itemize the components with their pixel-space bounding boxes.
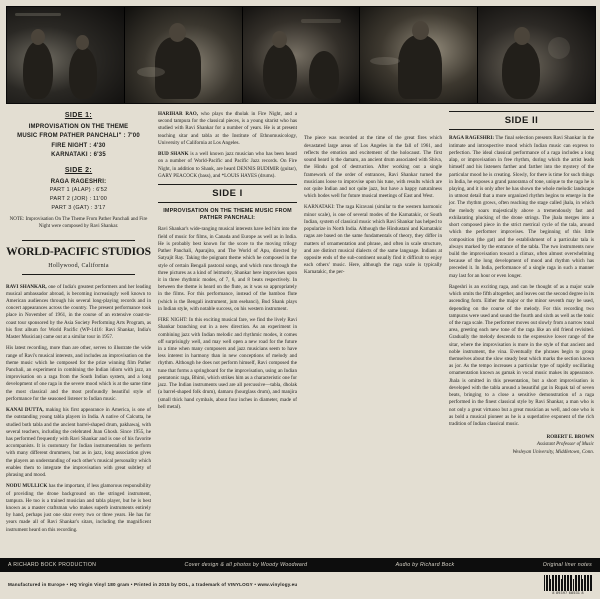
side-2-part-3: PART 3 (GAT) : 3'17: [51, 205, 106, 212]
bio-paragraph: [6, 483, 151, 534]
side-1-subheading: IMPROVISATION ON THE THEME MUSIC FROM PATHER PANCHALI:: [163, 208, 292, 222]
bio-text: making his first appearance in America, is one of the outstanding young tabla players in India. A native of Calcutta, he studied both tabla and the ancient barrel-shaped drum, pakhawaj, with several teachers, including the celebrated Jnan Ghosh. Since 1955, he has performed frequently with Ravi Shankar and is one of his favorite accompanists. It is customary for Indian instrumentalists to perform with many different drummers, but as in jazz, long association gives the players an understanding of each other's musical personality which enables them to integrate the improvisation with great subtlety of phrasing and mood.: [6, 407, 151, 479]
side-1-heading: SIDE I: [158, 184, 297, 203]
bar: [578, 575, 580, 591]
bio-name-ravi-shankar: RAVI SHANKAR,: [6, 283, 47, 290]
side-1-track-2: FIRE NIGHT : 4'30: [51, 142, 106, 149]
footer: [0, 558, 600, 599]
signature-affiliation: Wesleyan University, Middletown, Conn.: [512, 449, 594, 455]
bar: [558, 575, 560, 591]
side-1-track-3: KARNATAKI : 6'35: [51, 152, 106, 159]
column-side-2: [449, 111, 594, 538]
photo-3: [243, 7, 361, 103]
bio-name-bud-shank: BUD SHANK: [158, 151, 189, 158]
liner-notes: [6, 111, 594, 538]
bar: [590, 575, 592, 591]
manufacturing-bar: [0, 572, 600, 599]
bio-name-kanai-dutta: KANAI DUTTA,: [6, 407, 44, 414]
signature-name: ROBERT E. BROWN: [546, 435, 594, 441]
column-bios-continued: [158, 111, 304, 538]
bio-paragraph: [158, 151, 297, 180]
side-2-part-1: PART 1 (ALAP) : 6'52: [49, 187, 108, 194]
bio-paragraph: [6, 407, 151, 479]
figure-body: [69, 47, 97, 99]
side-2-paragraph: Rageshri is an exciting raga, and can be thought of as a major scale which omits the fifth altogether, and leaves out the second degree in its ascending form. Either the major or the minor seventh may be used, depending on the course of the melody. For this recording two tampuras were used and sound the fourth and sixth as well as the tonic of the raga scale. The performer moves out slowly from a narrow tonal area, greeting each new tone of the raga like an old friend revisited. Gradually the melody descends to the expressive lower range of the sitar, where the improvisation is more in the style of that ancient and noble instrument, the vina. Eventually the phrases begin to group themselves about the slow steady beat which marks the section known as jor. As the tempo increases a particular type of rapidly oscillating ornamentation known as gamak in vocal music makes its appearance. Jhala is omitted in this presentation, but a short improvisation is developed with the tabla around a beautiful gat in Rupak tal of seven beats, bringing to a close a sensitive demonstration of a raga performed in the finest classical style by Ravi Shankar, a man who is not only a great virtuoso but a great musician as well, and one who is as bold a musical pioneer as he is a superlative exponent of the rich tradition of Indian classical music.: [449, 283, 594, 428]
tracklist: [6, 111, 151, 231]
side-1-track-1-cont: MUSIC FROM PATHER PANCHALI" : 7'00: [17, 133, 140, 140]
bio-text: who plays the dholak in Fire Night, and a second tampura for the classical pieces, is a young sitarist who has studied with Ravi Shankar for a number of years. He is at present teaching sitar and tabla at the Institute of Ethnomusicology, University of California at Los Angeles.: [158, 111, 297, 146]
logo-rule-top: [22, 240, 135, 241]
photo-4: [360, 7, 478, 103]
cover-design-credit: Cover design & all photos by Woody Woodward: [184, 561, 308, 568]
photo-strip: [6, 6, 596, 104]
photo-1: [7, 7, 125, 103]
bio-paragraph: His latest recording, more than are other, serves to illustrate the wide range of Ravi's musical interests, and includes an improvisation on the theme music which he composed for the prize winning film Pather Panchali, an experiment in combining the Indian idiom with jazz, an improvisation on a raga from the South Indian system, and a long development of one raga in the severe mood which is at the same time the most classical and the most profoundly beautiful style of performance for the seasoned listener to Indian music.: [6, 345, 151, 402]
figure-head: [272, 31, 287, 48]
audio-credit: Audio by Richard Bock: [395, 561, 455, 568]
bio-text: one of India's greatest performers and her leading musical ambassador abroad, is becoming increasingly well known to American audiences through his several long-playing records and in concert appearances across the country. The present performance took place in November of 1961, in the course of an extensive coast-to-coast tour sponsored by the Asia Society Performing Arts Program, as his first album for World Pacific (WP-1416: Ravi Shankar, India's Master Musician) came out at a similar tour in 1957.: [6, 283, 151, 341]
figure-head: [76, 35, 89, 50]
side-1-paragraph: KARNATAKI: The raga Kiravani (similar to the western harmonic minor scale), is one of several modes of the Karnatakic, or South Indian, system of classical music which Ravi Shankar has helped to popularize in North India. Although the Hindustani and Karnatakic ragas are based on the same fundamentals of theory, they differ in matters of ornamentation and phrase, and often in scale structure, and are distinct musical dialects of the same language. Indians at opposite ends of the sub-continent usually find it difficult to enjoy each others' music. Here, although the raga scale is typically Karnatakic, the per-: [304, 204, 442, 276]
bar: [546, 575, 548, 591]
figure-body: [309, 51, 339, 99]
side-1-track-1: IMPROVISATION ON THE THEME: [28, 123, 129, 130]
bar: [570, 575, 572, 591]
figure-body: [502, 41, 540, 99]
highlight: [15, 13, 61, 16]
bio-text: has the important, if less glamorous responsibility of providing the drone background on the stringed instrument, tampura. He too is a trained musician and tabla player, but he is best known as a master craftsman who makes superb instruments entirely by hand, perhaps just one sitar every two or three years. He has for years made all of Ravi Shankar's sitars, including the magnificent instrument heard on this recording.: [6, 483, 151, 533]
bio-name-nodu-mullick: NODU MULLICK: [6, 483, 48, 490]
side-2-part-2: PART 2 (JOR) : 11'00: [49, 196, 108, 203]
side-2-text: The final selection presents Ravi Shankar in the intimate and introspective mood which Indian music can express to perfection. The ideal classical performance of a raga includes a long alap, or improvisation in free rhythm, during which the artist leads himself and his listeners farther and farther into the mystery of the particular mood he is creating. Slowly, for there is time for such things in India, he exposes a grand panorama of tone, unique to the raga he is playing, and it is only after he has shown the whole melodic landscape in utmost detail that a more organized rhythm begins to emerge in the jor. The rhythm grows, often reaching the stage called jhala, in which the melody soars majestically above a tremendously fast and exhilarating plucking of the drone strings. The jhala merges into a short composed piece in the strict metrical cycle of the tala, around which the performer improvises. The beginning of this little composition (the gat) and the establishment of a particular tala is always marked by the entrance of the tabla. The two instruments now build the improvisation toward a climax, often almost overwhelming because of the long development of mood and rhythm which has preceded it. In India, performance of a single raga in such a manner may last for an hour or even longer.: [449, 135, 595, 279]
figure-body: [398, 35, 442, 99]
bio-text: is a well known jazz musician who has been heard on a number of World-Pacific and Pacific Jazz records. On Fire Night, in addition to Shank, are heard DENNIS BUDIMIR (guitar), GARY PEACOCK (bass), and *LOUIS HAYES (drums).: [158, 151, 297, 179]
side-2-label: SIDE 2:: [64, 167, 93, 174]
bar: [552, 575, 554, 591]
figure-head: [31, 29, 45, 45]
barcode-bars: [544, 575, 592, 591]
label-logo: [6, 240, 151, 275]
photo-2: [125, 7, 243, 103]
bio-paragraph: [6, 284, 151, 342]
bar: [584, 575, 586, 591]
side-1-paragraph: FIRE NIGHT: In this exciting musical fare, we find the lively Ravi Shankar branching out in a new direction. As an experiment in combining jazz with Indian melodic and rhythmic modes, it comes off surprisingly well, and may well open a new road for the future in a time when many composers and jazz musicians seem to have less interest in harmony than in new conceptions of melody and rhythm. Although he does not perform himself, Ravi composed the tune that forms a springboard for the improvisation, using an Indian pentatonic raga, Bhimi, which strikes him as a characteristic one for jazz. The Indian instruments used are all percussive—tabla, dholak (a barrel-shaped folk drum), damaru (hourglass drum), and manjira (small thick hand cymbals, about four inches in diameter, made of bell metal).: [158, 317, 297, 410]
figure-body: [263, 43, 297, 99]
credits-bar: [0, 558, 600, 572]
manufacturing-text: Manufactured in Europe • HQ Virgin Vinyl 180 gram • Printed in 2015 by DOL, a trademark of VINYLOGY • www.vinylogy.eu: [8, 582, 298, 588]
bio-paragraph: [158, 111, 297, 147]
side-1-paragraph: Ravi Shankar's wide-ranging musical interests have led him into the field of music for films, in Canada and Europe as well as in India. He is probably best known for the score to the moving trilogy Pather Panchali, Aparajito, and The World of Apu, directed by Satyajit Ray. Taking the poignant theme which he composed in the style of certain Bengali pastoral songs, and which runs through the three pictures as a kind of leitmotiv, Shankar here improvises upon it in three rhythmic modes, of 7, 6, and 8 beats respectively. In between the theme is heard on the flute, as it was so appropriately in the films. For this performance, instead of the bamboo flute (which is the Bengali instrument, jum esebanci), Bud Shank plays in Indian style, with notable success, on his western instrument.: [158, 226, 297, 312]
photo-5: [478, 7, 595, 103]
signature-title: Assistant Professor of Music: [536, 442, 594, 448]
column-side-1: [304, 111, 449, 538]
side-2-paragraph: [449, 135, 594, 279]
column-left: [6, 111, 158, 538]
side-2-subheading: RAGA RAGESHRI:: [449, 135, 495, 142]
signature: [449, 434, 594, 456]
figure-head: [169, 23, 186, 42]
production-credit: A RICHARD BOCK PRODUCTION: [8, 561, 97, 568]
label-name: WORLD-PACIFIC STUDIOS: [6, 245, 151, 258]
label-location: Hollywood, California: [48, 263, 109, 270]
barcode: [544, 575, 592, 596]
liner-notes-credit: Original liner notes: [542, 561, 592, 568]
barcode-number: 8 89397 68531 8: [552, 591, 584, 595]
figure-body: [23, 41, 53, 99]
side-2-track-title: RAGA RAGESHRI:: [50, 178, 107, 185]
side-1-label: SIDE 1:: [64, 112, 93, 119]
side-1-paragraph: The piece was recorded at the time of the great fires which devastated large areas of Los Angeles in the fall of 1961, and reflects the emotion and excitement of the holocaust. The first sound heard is the damaru, an ancient drum associated with Shiva, the Hindu god of destruction. After working out a single framework of the order of entrances, Ravi Shankar turned the musicians loose to improvise upon his tune, with results which are not quite Indian and not quite jazz, but have a happy naturalness which bodes well for future musical meetings of East and West.: [304, 135, 442, 200]
side-2-heading: SIDE II: [449, 111, 594, 130]
instrument-highlight: [137, 67, 165, 77]
logo-rule-bottom: [22, 274, 135, 275]
bio-name-harihar-rao: HARIHAR RAO,: [158, 111, 198, 117]
highlight: [301, 19, 341, 23]
tracklist-note: NOTE: Improvisation On The Theme From Pather Panchali and Fire Night were composed by Ravi Shankar.: [9, 217, 148, 230]
bar: [564, 575, 566, 591]
